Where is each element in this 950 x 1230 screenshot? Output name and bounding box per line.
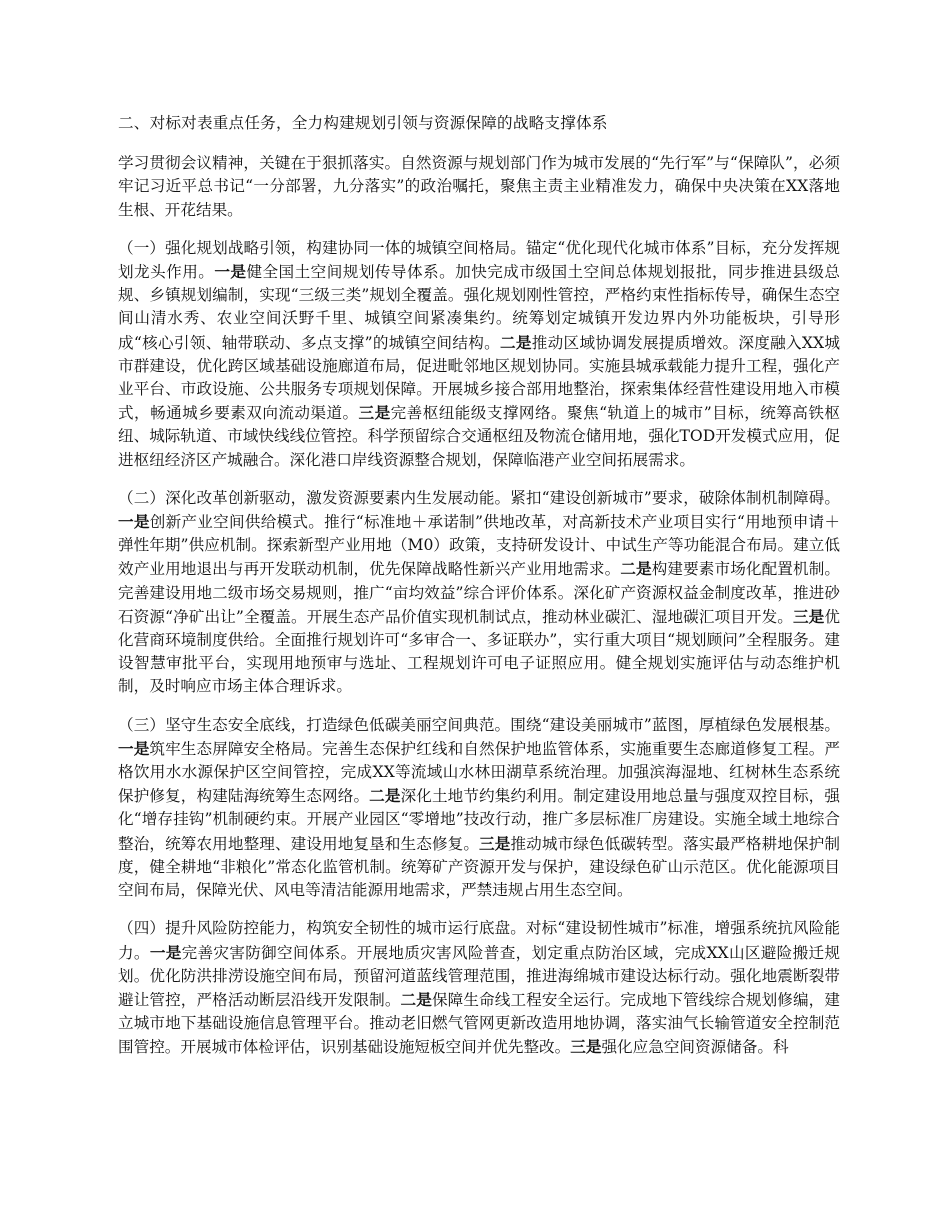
paragraph-text: 构建要素市场化配置机制。完善建设用地二级市场交易规则，推广“亩均效益”综合评价体系。深化矿产资源权益金制度改革，推进砂石资源“净矿出让”全覆盖。开展生态产品价值实现机制试点，推动林业碳汇、湿地碳汇项目开发。 bbox=[118, 560, 840, 626]
paragraph-text: 创新产业空间供给模式。推行“标准地＋承诺制”供地改革，对高新技术产业项目实行“用地预申请＋弹性年期”供应机制。探索新型产业用地（M0）政策，支持研发设计、中试生产等功能混合布局。建立低效产业用地退出与再开发联动机制，优先保障战略性新兴产业用地需求。 bbox=[118, 513, 840, 579]
bold-enumerator: 二是 bbox=[500, 332, 532, 352]
paragraph-text: （四）提升风险防控能力，构筑安全韧性的城市运行底盘。对标“建设韧性城市”标准，增强系统抗风险能力。 bbox=[118, 919, 840, 962]
bold-enumerator: 二是 bbox=[369, 786, 401, 806]
bold-enumerator: 二是 bbox=[400, 989, 432, 1009]
body-paragraph bbox=[118, 714, 840, 903]
body-paragraph bbox=[118, 917, 840, 1059]
document-page bbox=[118, 112, 840, 1060]
body-paragraph bbox=[118, 237, 840, 472]
bold-enumerator: 一是 bbox=[214, 262, 247, 282]
body-paragraph bbox=[118, 487, 840, 699]
bold-enumerator: 三是 bbox=[479, 833, 511, 853]
paragraph-text: 深化土地节约集约利用。制定建设用地总量与强度双控目标，强化“增存挂钩”机制硬约束。开展产业园区“零增地”技改行动，推广多层标准厂房建设。实施全域土地综合整治，统筹农用地整理、建设用地复垦和生态修复。 bbox=[118, 787, 840, 853]
body-paragraph bbox=[118, 152, 840, 222]
paragraph-text: 健全国土空间规划传导体系。加快完成市级国土空间总体规划报批，同步推进县级总规、乡镇规划编制，实现“三级三类”规划全覆盖。强化规划刚性管控，严格约束性指标传导，确保生态空间山清水秀、农业空间沃野千里、城镇空间紧凑集约。统筹划定城镇开发边界内外功能板块，引导形成“核心引领、轴带联动、多点支撑”的城镇空间结构。 bbox=[118, 263, 840, 352]
bold-enumerator: 一是 bbox=[118, 738, 150, 758]
section-heading: 二、对标对表重点任务，全力构建规划引领与资源保障的战略支撑体系 bbox=[118, 114, 608, 132]
paragraph-text: 筑牢生态屏障安全格局。完善生态保护红线和自然保护地监管体系，实施重要生态廊道修复工程。严格饮用水水源保护区空间管控，完成XX等流域山水林田湖草系统治理。加强滨海湿地、红树林生态系统保护修复，构建陆海统筹生态网络。 bbox=[118, 739, 840, 806]
bold-enumerator: 二是 bbox=[620, 559, 652, 579]
paragraph-text: 推动城市绿色低碳转型。落实最严格耕地保护制度，健全耕地“非粮化”常态化监管机制。统筹矿产资源开发与保护，建设绿色矿山示范区。优化能源项目空间布局，保障光伏、风电等清洁能源用地需求，严禁违规占用生态空间。 bbox=[118, 834, 840, 900]
bold-enumerator: 一是 bbox=[149, 942, 182, 962]
paragraph-text: 完善灾害防御空间体系。开展地质灾害风险普查，划定重点防治区域，完成XX山区避险搬迁规划。优化防洪排涝设施空间布局，预留河道蓝线管理范围，推进海绵城市建设达标行动。强化地震断裂带避让管控，严格活动断层沿线开发限制。 bbox=[118, 943, 840, 1009]
paragraph-list bbox=[118, 152, 840, 1059]
bold-enumerator: 三是 bbox=[570, 1037, 602, 1057]
paragraph-text: 学习贯彻会议精神，关键在于狠抓落实。自然资源与规划部门作为城市发展的“先行军”与“保障队”，必须牢记习近平总书记“一分部署，九分落实”的政治嘱托，聚焦主责主业精准发力，确保中央决策在XX落地生根、开花结果。 bbox=[118, 154, 840, 219]
paragraph-text: （三）坚守生态安全底线，打造绿色低碳美丽空间典范。围绕“建设美丽城市”蓝图，厚植绿色发展根基。 bbox=[118, 715, 840, 734]
paragraph-text: 保障生命线工程安全运行。完成地下管线综合规划修编，建立城市地下基础设施信息管理平台。推动老旧燃气管网更新改造用地协调，落实油气长输管道安全控制范围管控。开展城市体检评估，识别基础设施短板空间并优先整改。 bbox=[118, 990, 840, 1057]
bold-enumerator: 三是 bbox=[793, 606, 825, 626]
paragraph-text: 强化应急空间资源储备。科 bbox=[601, 1038, 789, 1057]
paragraph-text: （二）深化改革创新驱动，激发资源要素内生发展动能。紧扣“建设创新城市”要求，破除体制机制障碍。 bbox=[118, 488, 840, 507]
paragraph-text: 推动区域协调发展提质增效。深度融入XX城市群建设，优化跨区域基础设施廊道布局，促进毗邻地区规划协同。实施县城承载能力提升工程，强化产业平台、市政设施、公共服务专项规划保障。开展城乡接合部用地整治，探索集体经营性建设用地入市模式，畅通城乡要素双向流动渠道。 bbox=[118, 333, 840, 423]
paragraph-text: 优化营商环境制度供给。全面推行规划许可“多审合一、多证联办”，实行重大项目“规划顾问”全程服务。建设智慧审批平台，实现用地预审与选址、工程规划许可电子证照应用。健全规划实施评估与动态维护机制，及时响应市场主体合理诉求。 bbox=[118, 607, 840, 696]
bold-enumerator: 一是 bbox=[118, 512, 150, 532]
paragraph-text: （一）强化规划战略引领，构建协同一体的城镇空间格局。锚定“优化现代化城市体系”目标，充分发挥规划龙头作用。 bbox=[118, 238, 840, 282]
paragraph-text: 完善枢纽能级支撑网络。聚焦“轨道上的城市”目标，统筹高铁枢纽、城际轨道、市域快线线位管控。科学预留综合交通枢纽及物流仓储用地，强化TOD开发模式应用，促进枢纽经济区产城融合。深化港口岸线资源整合规划，保障临港产业空间拓展需求。 bbox=[118, 404, 840, 469]
bold-enumerator: 三是 bbox=[358, 403, 391, 423]
